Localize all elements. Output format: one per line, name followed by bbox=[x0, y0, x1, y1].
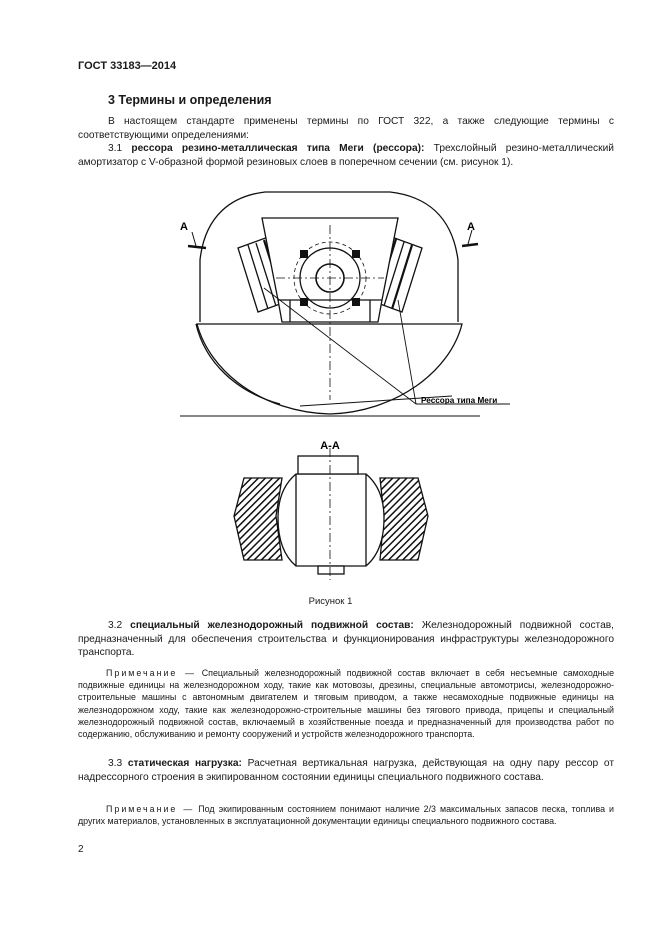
intro-text: В настоящем стандарте применены термины по ГОСТ 322, а также следующие термины с соответствующими определениями: bbox=[78, 116, 614, 141]
term-3-1-definition: Трехслойный резино-металлический амортизатор с V-образной формой резиновых слоев в поперечном сечении (см. рисунок 1). bbox=[78, 143, 614, 168]
term-3-3-definition: Расчетная вертикальная нагрузка, действующая на одну пару рессор от надрессорного строения в экипированном состоянии единицы специального подвижного состава. bbox=[78, 758, 614, 783]
term-3-3-number: 3.3 bbox=[108, 758, 123, 769]
top-cap-section bbox=[298, 456, 358, 474]
term-3-1-term: рессора резино-металлическая типа Меги (рессора): bbox=[131, 143, 425, 154]
note-2-label: Примечание — bbox=[106, 804, 195, 814]
section-view-title: А-А bbox=[320, 440, 340, 452]
term-3-2 bbox=[78, 619, 614, 660]
page-number: 2 bbox=[78, 844, 84, 855]
bottom-cap-section bbox=[318, 566, 344, 574]
center-body-section bbox=[278, 474, 384, 566]
bolt bbox=[352, 298, 360, 306]
term-3-3-term: статическая нагрузка: bbox=[127, 758, 242, 769]
term-3-2-definition: Железнодорожный подвижной состав, предназначенный для обеспечения строительства и функционирования инфраструктуры железнодорожного транспорта. bbox=[78, 620, 614, 659]
figure-caption: Рисунок 1 bbox=[308, 596, 353, 607]
note-1 bbox=[78, 667, 614, 740]
section-mark-left: А bbox=[180, 221, 188, 233]
right-spring-pack-section bbox=[380, 478, 428, 560]
note-2-text: Под экипированным состоянием понимают наличие 2/3 максимальных запасов песка, топлива и других материалов, установленных в эксплуатационной документации единицы специального подвижного состава. bbox=[78, 804, 614, 827]
bolt bbox=[300, 298, 308, 306]
note-2 bbox=[78, 803, 614, 827]
left-spring-pack-section bbox=[234, 478, 282, 560]
note-1-label: Примечание — bbox=[106, 668, 196, 678]
bolt bbox=[300, 250, 308, 258]
bolt bbox=[352, 250, 360, 258]
note-1-text: Специальный железнодорожный подвижной состав включает в себя несъемные самоходные подвижные единицы на железнодорожном ходу, такие как мотовозы, дрезины, специальные автомотрисы, железнодорожно-строительные машины с автономным двигателем и тяговым приводом, а также несамоходные подвижные единицы на железнодорожном ходу, такие как железнодорожно-строительные машины без тягового привода, прицепы и специальный железнодорожный подвижной состав, включаемый в хозяйственные поезда и предназначенный для производства работ по содержанию, обслуживанию и ремонту сооружений и устройств железнодорожного транспорта. bbox=[78, 668, 614, 740]
callout-label: Рессора типа Меги bbox=[421, 396, 498, 405]
term-3-2-term: специальный железнодорожный подвижной состав: bbox=[130, 620, 414, 631]
term-3-2-number: 3.2 bbox=[108, 620, 123, 631]
section-mark-right: А bbox=[467, 221, 475, 233]
term-3-1-number: 3.1 bbox=[108, 143, 123, 154]
section-title: 3 Термины и определения bbox=[108, 93, 272, 107]
standard-header: ГОСТ 33183—2014 bbox=[78, 60, 177, 72]
term-3-3 bbox=[78, 757, 614, 784]
